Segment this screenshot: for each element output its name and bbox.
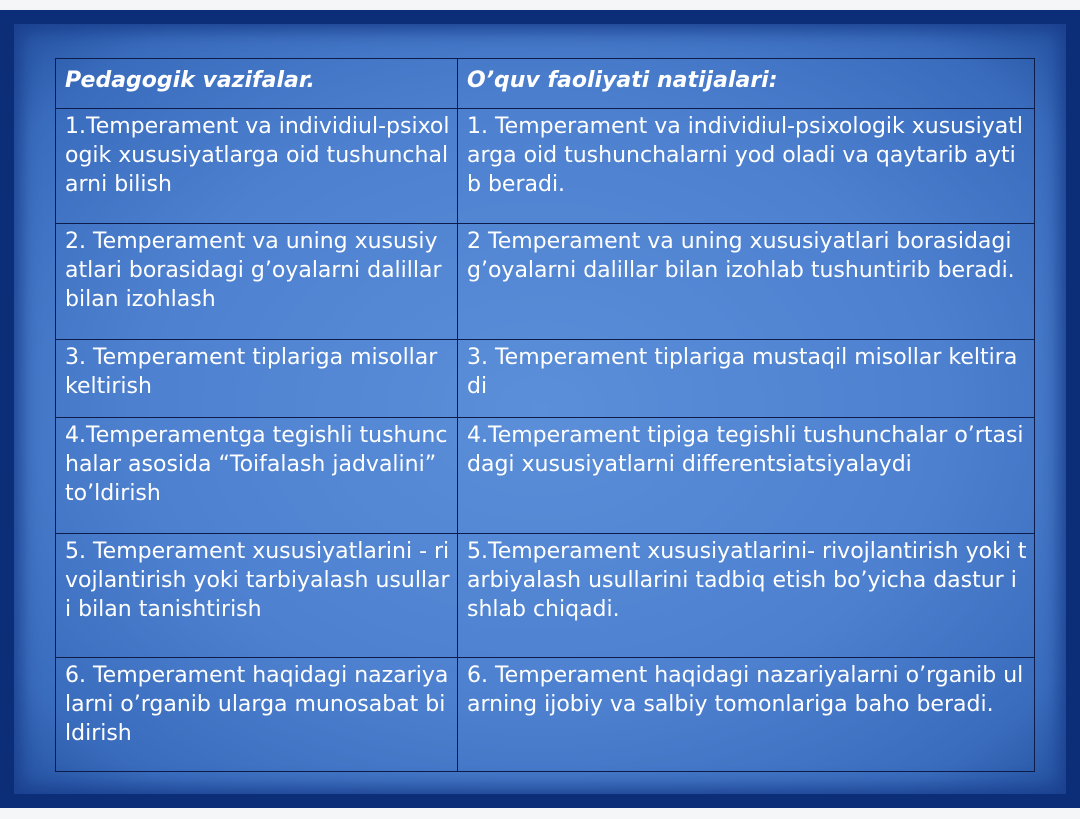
header-pedagogical-tasks: Pedagogik vazifalar. [56,59,458,109]
table-cell-outcome: 2 Temperament va uning xususiyatlari borasidagi g’oyalarni dalillar bilan izohlab tushuntirib beradi. [458,224,1035,340]
header-learning-outcomes: O’quv faoliyati natijalari: [458,59,1035,109]
table-cell-outcome: 3. Temperament tiplariga mustaqil misollar keltiradi [458,340,1035,418]
table-row [56,224,1035,340]
table-row [56,418,1035,534]
table-cell-outcome: 6. Temperament haqidagi nazariyalarni o’rganib ularning ijobiy va salbiy tomonlariga baho beradi. [458,658,1035,772]
table-cell-task: 4.Temperamentga tegishli tushunchalar asosida “Toifalash jadvalini” to’ldirish [56,418,458,534]
table-cell-task: 2. Temperament va uning xususiyatlari borasidagi g’oyalarni dalillar bilan izohlash [56,224,458,340]
table-header-row [56,59,1035,109]
table-cell-task: 5. Temperament xususiyatlarini - rivojlantirish yoki tarbiyalash usullari bilan tanishtirish [56,534,458,658]
table-cell-task: 1.Temperament va individiul-psixologik xususiyatlarga oid tushunchalarni bilish [56,109,458,224]
table-cell-outcome: 4.Temperament tipiga tegishli tushunchalar o’rtasidagi xususiyatlarni differentsiatsiyalaydi [458,418,1035,534]
table-cell-outcome: 1. Temperament va individiul-psixologik xususiyatlarga oid tushunchalarni yod oladi va qaytarib aytib beradi. [458,109,1035,224]
table-row [56,109,1035,224]
table-row [56,658,1035,772]
tasks-results-table [55,58,1035,772]
table-row [56,534,1035,658]
table-cell-task: 6. Temperament haqidagi nazariyalarni o’rganib ularga munosabat bildirish [56,658,458,772]
table-cell-outcome: 5.Temperament xususiyatlarini- rivojlantirish yoki tarbiyalash usullarini tadbiq etish bo’yicha dastur ishlab chiqadi. [458,534,1035,658]
slide-frame [0,10,1080,808]
table-row [56,340,1035,418]
table-cell-task: 3. Temperament tiplariga misollar keltirish [56,340,458,418]
